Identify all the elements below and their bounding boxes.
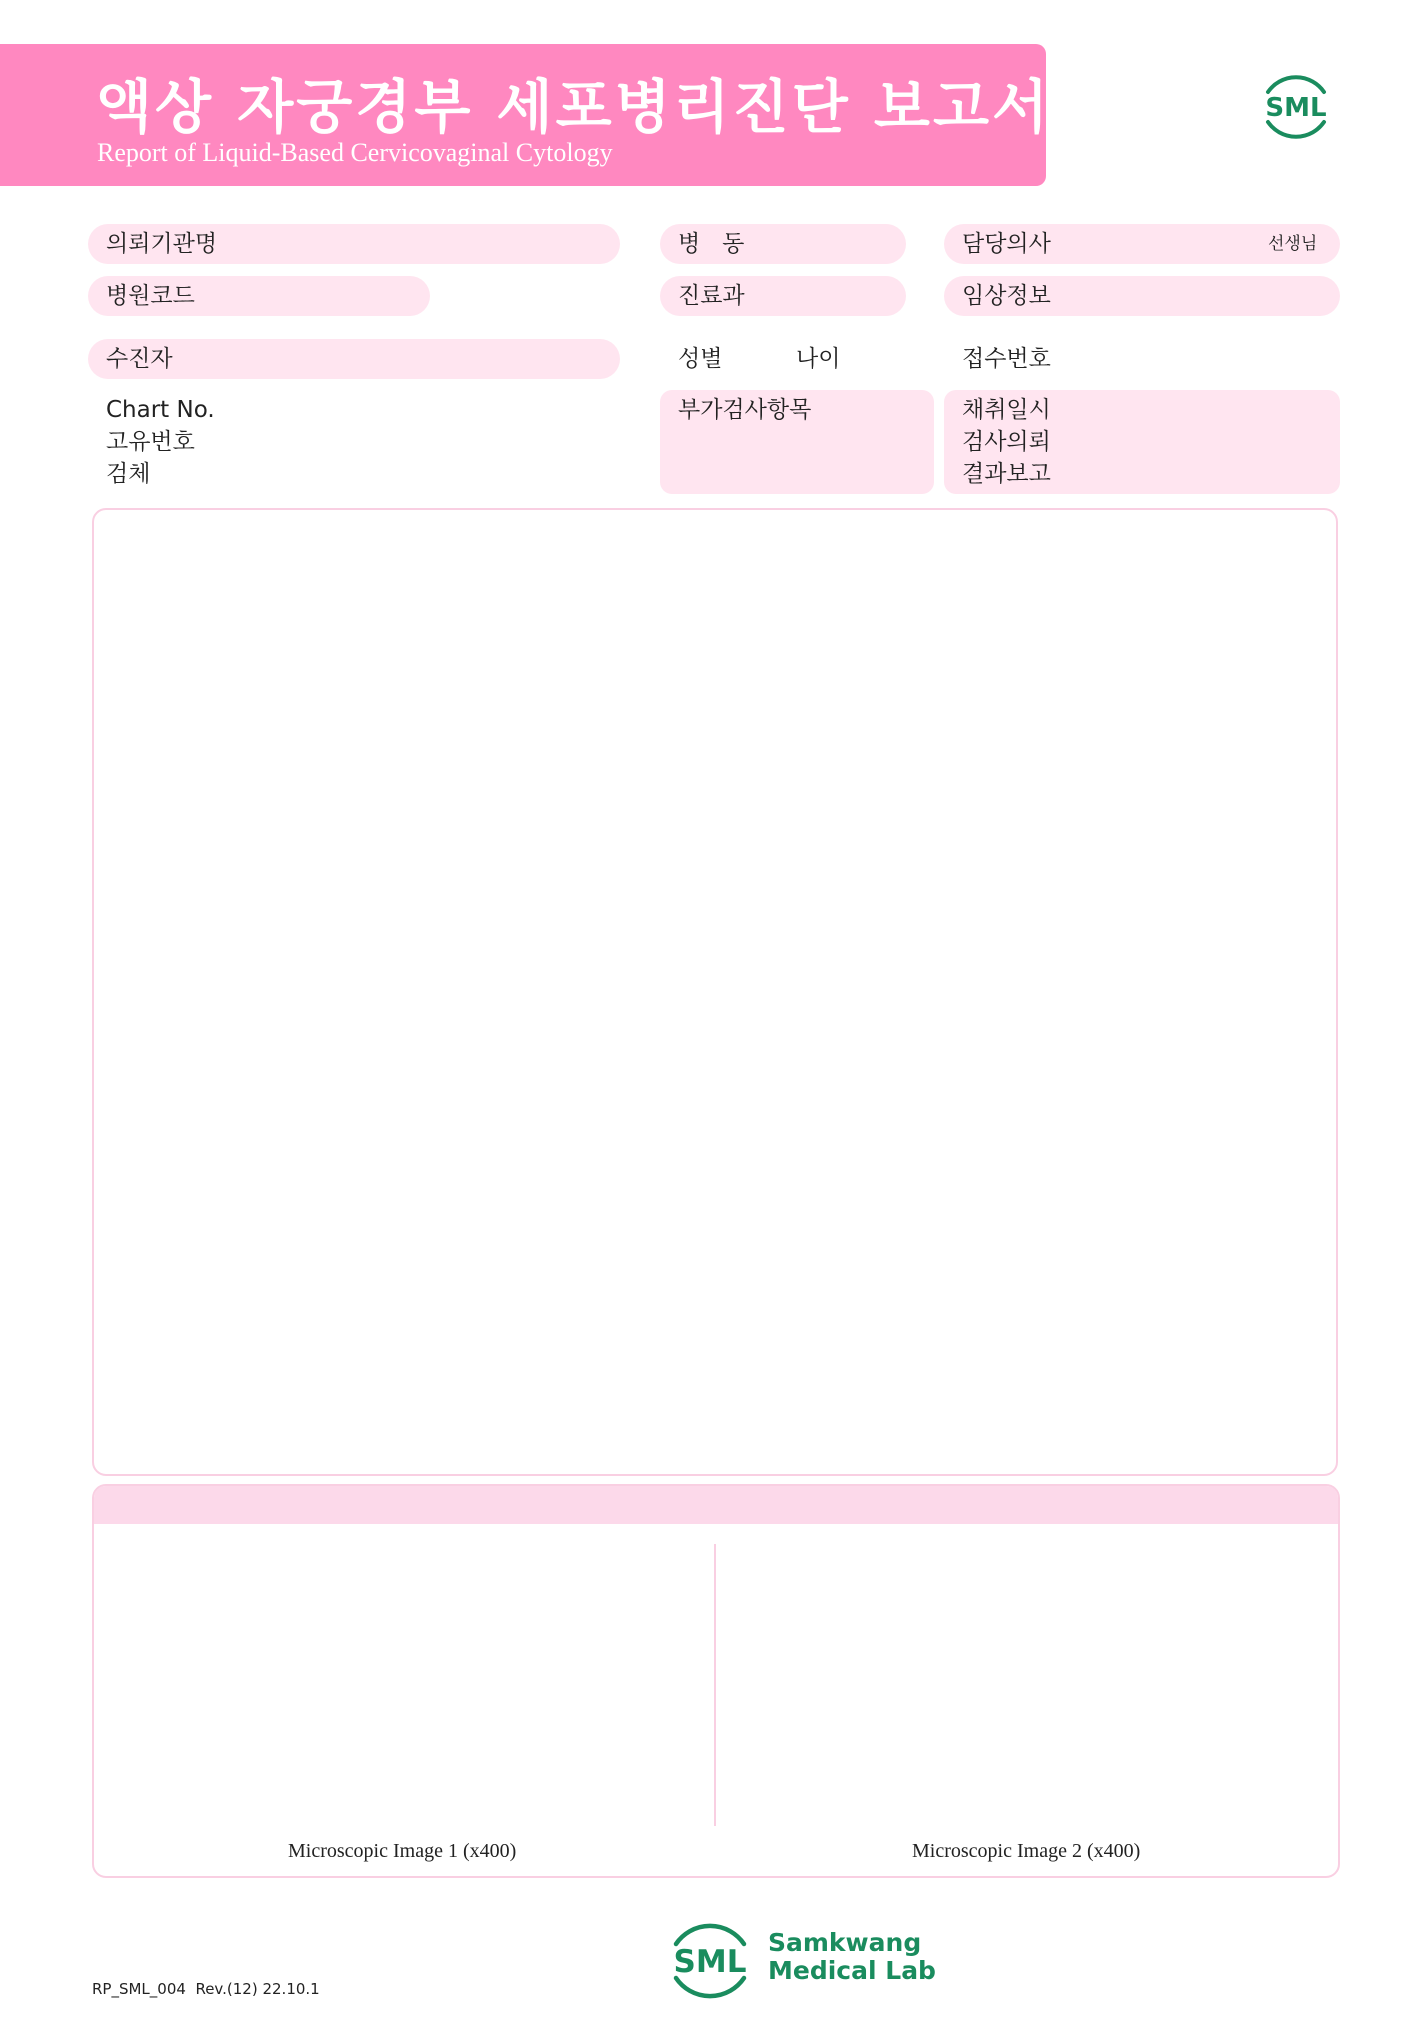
report-title: 액상 자궁경부 세포병리진단 보고서 xyxy=(96,73,1051,141)
company-name xyxy=(768,1929,936,1985)
chart-no-label: Chart No. xyxy=(106,397,215,423)
images-panel-header xyxy=(94,1486,1338,1524)
doctor-suffix: 선생님 xyxy=(1268,234,1318,254)
department-label: 진료과 xyxy=(678,283,745,309)
sml-logo-icon xyxy=(1254,62,1338,150)
reported-at-label: 결과보고 xyxy=(962,461,1051,487)
company-name-line-2: Medical Lab xyxy=(768,1956,936,1985)
result-area xyxy=(92,508,1338,1476)
hospital-code-label: 병원코드 xyxy=(106,283,195,309)
specimen-label: 검체 xyxy=(106,461,151,487)
institution-label: 의뢰기관명 xyxy=(106,231,218,257)
collected-at-label: 채취일시 xyxy=(962,397,1051,423)
doctor-label: 담당의사 xyxy=(962,231,1051,257)
age-label: 나이 xyxy=(796,346,841,372)
sml-footer-logo-icon xyxy=(660,1908,760,2012)
requested-at-label: 검사의뢰 xyxy=(962,429,1051,455)
patient-label: 수진자 xyxy=(106,346,173,372)
additional-tests-label: 부가검사항목 xyxy=(678,397,812,423)
svg-text:SML: SML xyxy=(673,1944,747,1980)
report-subtitle: Report of Liquid-Based Cervicovaginal Cytology xyxy=(97,138,613,167)
clinical-info-label: 임상정보 xyxy=(962,283,1051,309)
company-name-line-1: Samkwang xyxy=(768,1928,922,1957)
images-divider xyxy=(714,1544,716,1826)
receipt-no-label: 접수번호 xyxy=(962,346,1051,372)
document-code: RP_SML_004 Rev.(12) 22.10.1 xyxy=(92,1980,320,1998)
image-1-caption: Microscopic Image 1 (x400) xyxy=(288,1840,517,1862)
image-2-caption: Microscopic Image 2 (x400) xyxy=(912,1840,1141,1862)
microscopic-images-panel xyxy=(92,1484,1340,1878)
ward-label: 병 동 xyxy=(678,231,745,257)
svg-text:SML: SML xyxy=(1265,93,1327,123)
unique-no-label: 고유번호 xyxy=(106,429,195,455)
sex-label: 성별 xyxy=(678,346,723,372)
